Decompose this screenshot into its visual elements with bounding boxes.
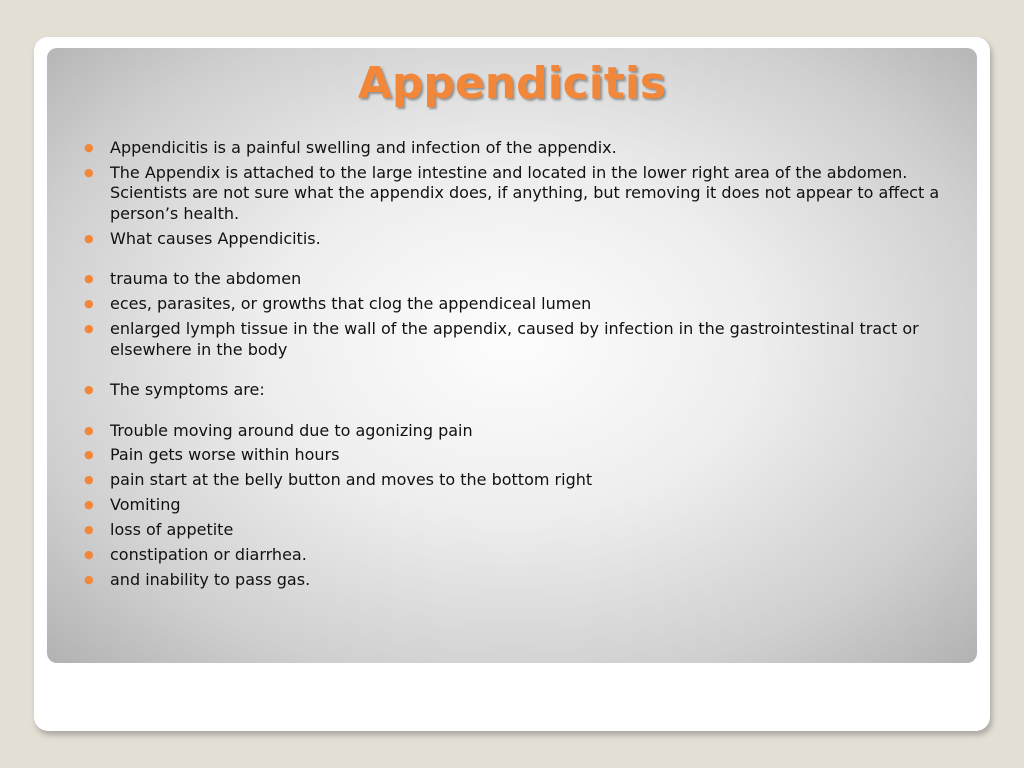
bullet-item [80,294,970,315]
bullet-item [80,380,970,401]
bullet-text: trauma to the abdomen [110,269,302,289]
bullet-text: constipation or diarrhea. [110,545,307,565]
bullet-item [80,520,970,541]
bullet-item [80,319,970,360]
bullet-icon: ● [84,548,94,562]
bullet-icon: ● [84,272,94,286]
bullet-item [80,495,970,516]
bullet-icon: ● [84,448,94,462]
bullet-text: Trouble moving around due to agonizing pain [110,420,473,440]
bullet-item [80,229,970,250]
bullet-icon: ● [84,383,94,397]
bullet-item [80,269,970,290]
bullet-icon: ● [84,523,94,537]
bullet-icon: ● [84,322,94,336]
bullet-text: and inability to pass gas. [110,569,311,589]
bullet-text: pain start at the belly button and moves to the bottom right [110,470,593,490]
bullet-text: enlarged lymph tissue in the wall of the appendix, caused by infection in the gastrointestinal tract or elsewhere in the body [110,319,919,359]
bullet-icon: ● [84,473,94,487]
bullet-icon: ● [84,165,94,179]
bullet-icon: ● [84,297,94,311]
bullet-item [80,421,970,442]
bullet-text: eces, parasites, or growths that clog the appendiceal lumen [110,294,592,314]
bullet-text: Pain gets worse within hours [110,445,340,465]
bullet-item [80,470,970,491]
bullet-icon: ● [84,498,94,512]
bullet-icon: ● [84,423,94,437]
bullet-text: The Appendix is attached to the large intestine and located in the lower right area of the abdomen. Scientists are not sure what the appendix does, if anything, but removing it does not appear to affect a person’s health. [110,162,940,223]
bullet-text: The symptoms are: [110,380,265,400]
bullet-icon: ● [84,141,94,154]
bullet-list [80,138,970,595]
bullet-text: What causes Appendicitis. [110,228,321,248]
bullet-item [80,138,970,159]
bullet-text: loss of appetite [110,520,234,540]
bullet-icon: ● [84,572,94,586]
bullet-item [80,163,970,225]
bullet-item [80,545,970,566]
bullet-item [80,445,970,466]
bullet-text: Appendicitis is a painful swelling and infection of the appendix. [110,138,617,157]
slide-title: Appendicitis [357,58,667,109]
bullet-item [80,570,970,591]
bullet-text: Vomiting [110,495,181,515]
bullet-icon: ● [84,231,94,245]
